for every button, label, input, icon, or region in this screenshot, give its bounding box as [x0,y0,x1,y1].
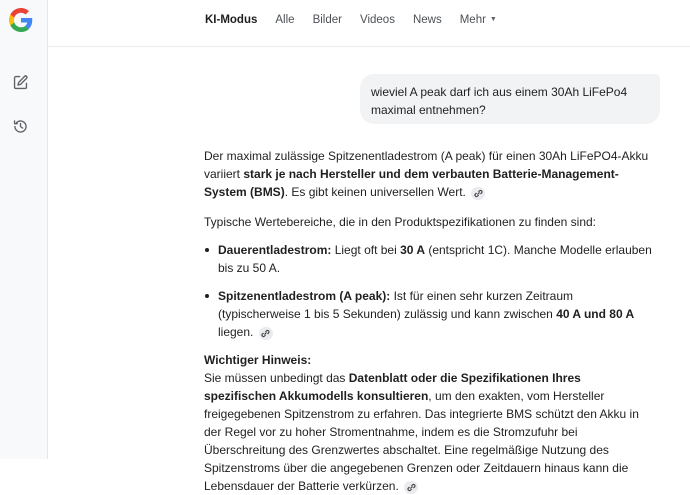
more-menu-label: Mehr [459,14,486,26]
ai-answer [204,147,656,495]
bullet-bold-value: 30 A [400,243,425,257]
tab-bilder[interactable]: Bilder [312,14,342,26]
hint-text: Sie müssen unbedingt das [204,371,349,385]
top-navigation [205,13,515,27]
bullet-label: Spitzenentladestrom (A peak): [218,289,391,303]
list-item [204,287,656,341]
bullet-bold-value: 40 A und 80 A [556,307,635,321]
tab-ki-modus[interactable]: KI-Modus [205,14,258,26]
chevron-down-icon: ▼ [489,16,497,23]
hint-text-end: , um den exakten, vom Hersteller freigegebenen Spitzenstrom zu erfahren. Das integrierte BMS schützt den Akku in der Regel vor zu hoher Stromentnahme, indem es die Stromzufuhr bei Überschreitung des Grenzwertes abschaltet. Eine regelmäßige Nutzung des Spitzenstroms über die angegebenen Grenzen oder Zeitdauern hinaus kann die Lebensdauer der Batterie verkürzen. [204,389,639,493]
answer-intro [204,147,656,201]
user-query-bubble [360,74,660,124]
more-menu-button[interactable] [460,13,497,27]
tab-alle[interactable]: Alle [275,14,295,26]
answer-typical-values: Typische Wertebereiche, die in den Produktspezifikationen zu finden sind: [204,215,597,229]
hint-bold: Datenblatt oder die Spezifikationen Ihres spezifischen Akkumodells konsultieren [204,371,581,403]
bullet-text-end: liegen. [218,325,254,339]
google-logo[interactable] [9,8,33,32]
list-item [204,241,656,277]
bullet-label: Dauerentladestrom: [218,243,332,257]
answer-bullet-list [204,241,656,341]
source-link-icon[interactable] [259,327,273,340]
hint-title: Wichtiger Hinweis: [204,353,312,367]
bullet-text: Ist für einen sehr kurzen Zeitraum (typischerweise 1 bis 5 Sekunden) zulässig und kann zwischen [218,289,573,321]
bullet-text-end: (entspricht 1C). Manche Modelle erlauben bis zu 50 A. [218,243,652,275]
user-query-text: wieviel A peak darf ich aus einem 30Ah LiFePo4 maximal entnehmen? [371,85,628,117]
left-sidebar [0,0,48,459]
answer-intro-bold: stark je nach Hersteller und dem verbauten Batterie-Management-System (BMS) [204,167,619,199]
answer-intro-text-end: . Es gibt keinen universellen Wert. [284,185,466,199]
tab-news[interactable]: News [412,14,442,26]
new-chat-icon[interactable] [10,72,30,92]
answer-intro-text: Der maximal zulässige Spitzenentladestrom (A peak) für einen 30Ah LiFePO4-Akku variiert [204,149,649,181]
source-link-icon[interactable] [404,481,418,494]
bullet-text: Liegt oft bei [331,243,401,257]
source-link-icon[interactable] [471,187,485,200]
answer-hint [204,351,656,495]
header-divider [47,46,690,47]
history-icon[interactable] [10,116,30,136]
tab-videos[interactable]: Videos [359,14,395,26]
